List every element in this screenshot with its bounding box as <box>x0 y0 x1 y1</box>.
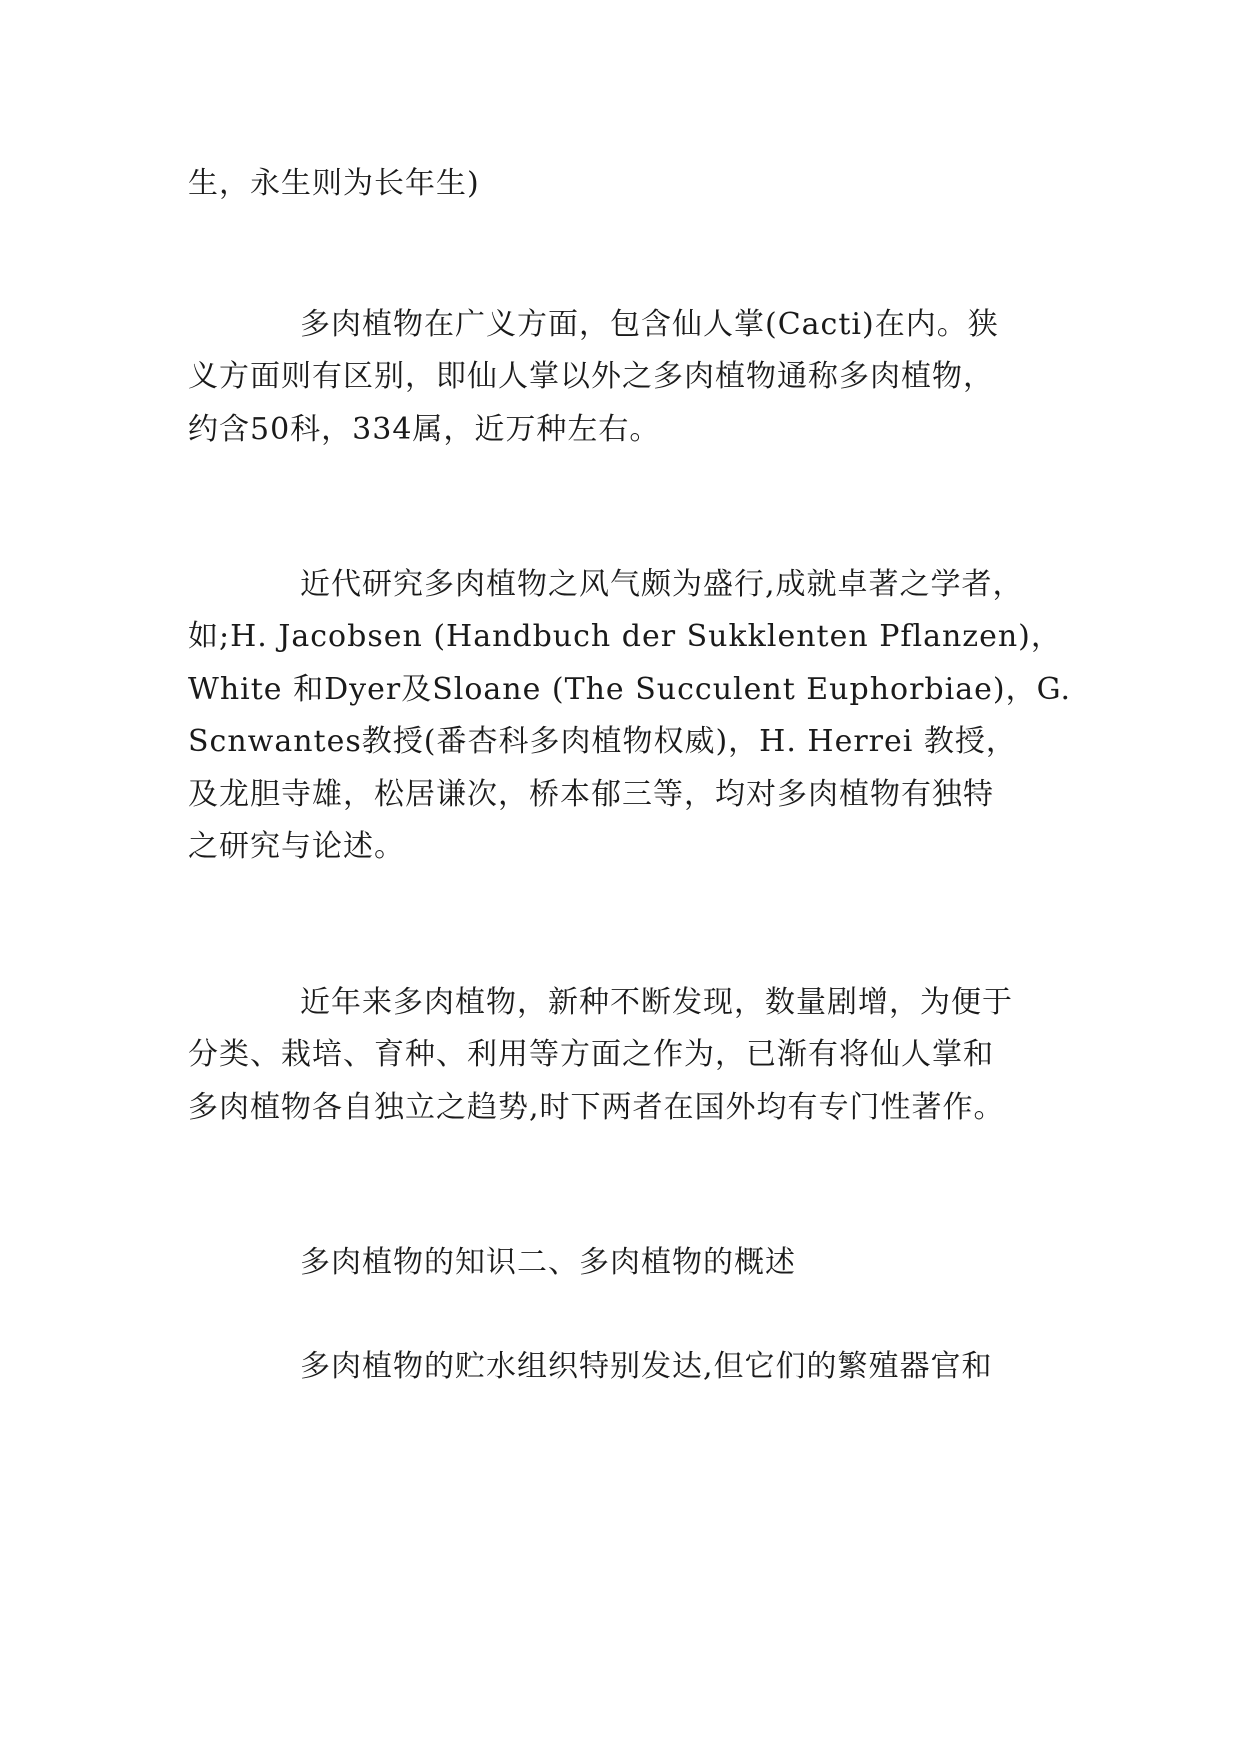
text-line: 如;H. Jacobsen (Handbuch der Sukklenten Pflanzen)， <box>188 619 1062 654</box>
text-line: Scnwantes教授(番杏科多肉植物权威)，H. Herrei 教授， <box>188 724 1017 759</box>
text-line: 及龙胆寺雄，松居谦次，桥本郁三等，均对多肉植物有独特 <box>188 777 994 812</box>
text-line: 多肉植物各自独立之趋势,时下两者在国外均有专门性著作。 <box>188 1090 1005 1125</box>
text-line: 约含50科，334属，近万种左右。 <box>188 412 661 447</box>
paragraph-first-line: 多肉植物的贮水组织特别发达,但它们的繁殖器官和 <box>300 1349 993 1384</box>
text-line: 之研究与论述。 <box>188 829 405 864</box>
text-line: 义方面则有区别，即仙人掌以外之多肉植物通称多肉植物， <box>188 359 994 394</box>
paragraph-first-line: 近代研究多肉植物之风气颇为盛行,成就卓著之学者， <box>300 567 1024 602</box>
text-line: 分类、栽培、育种、利用等方面之作为，已渐有将仙人掌和 <box>188 1037 994 1072</box>
paragraph-first-line: 多肉植物在广义方面，包含仙人掌(Cacti)在内。狭 <box>300 307 999 342</box>
text-line: 生，永生则为长年生) <box>188 166 480 201</box>
text-line: White 和Dyer及Sloane (The Succulent Euphorbiae)，G. <box>188 672 1072 707</box>
section-heading: 多肉植物的知识二、多肉植物的概述 <box>300 1245 796 1280</box>
paragraph-first-line: 近年来多肉植物，新种不断发现，数量剧增，为便于 <box>300 985 1013 1020</box>
